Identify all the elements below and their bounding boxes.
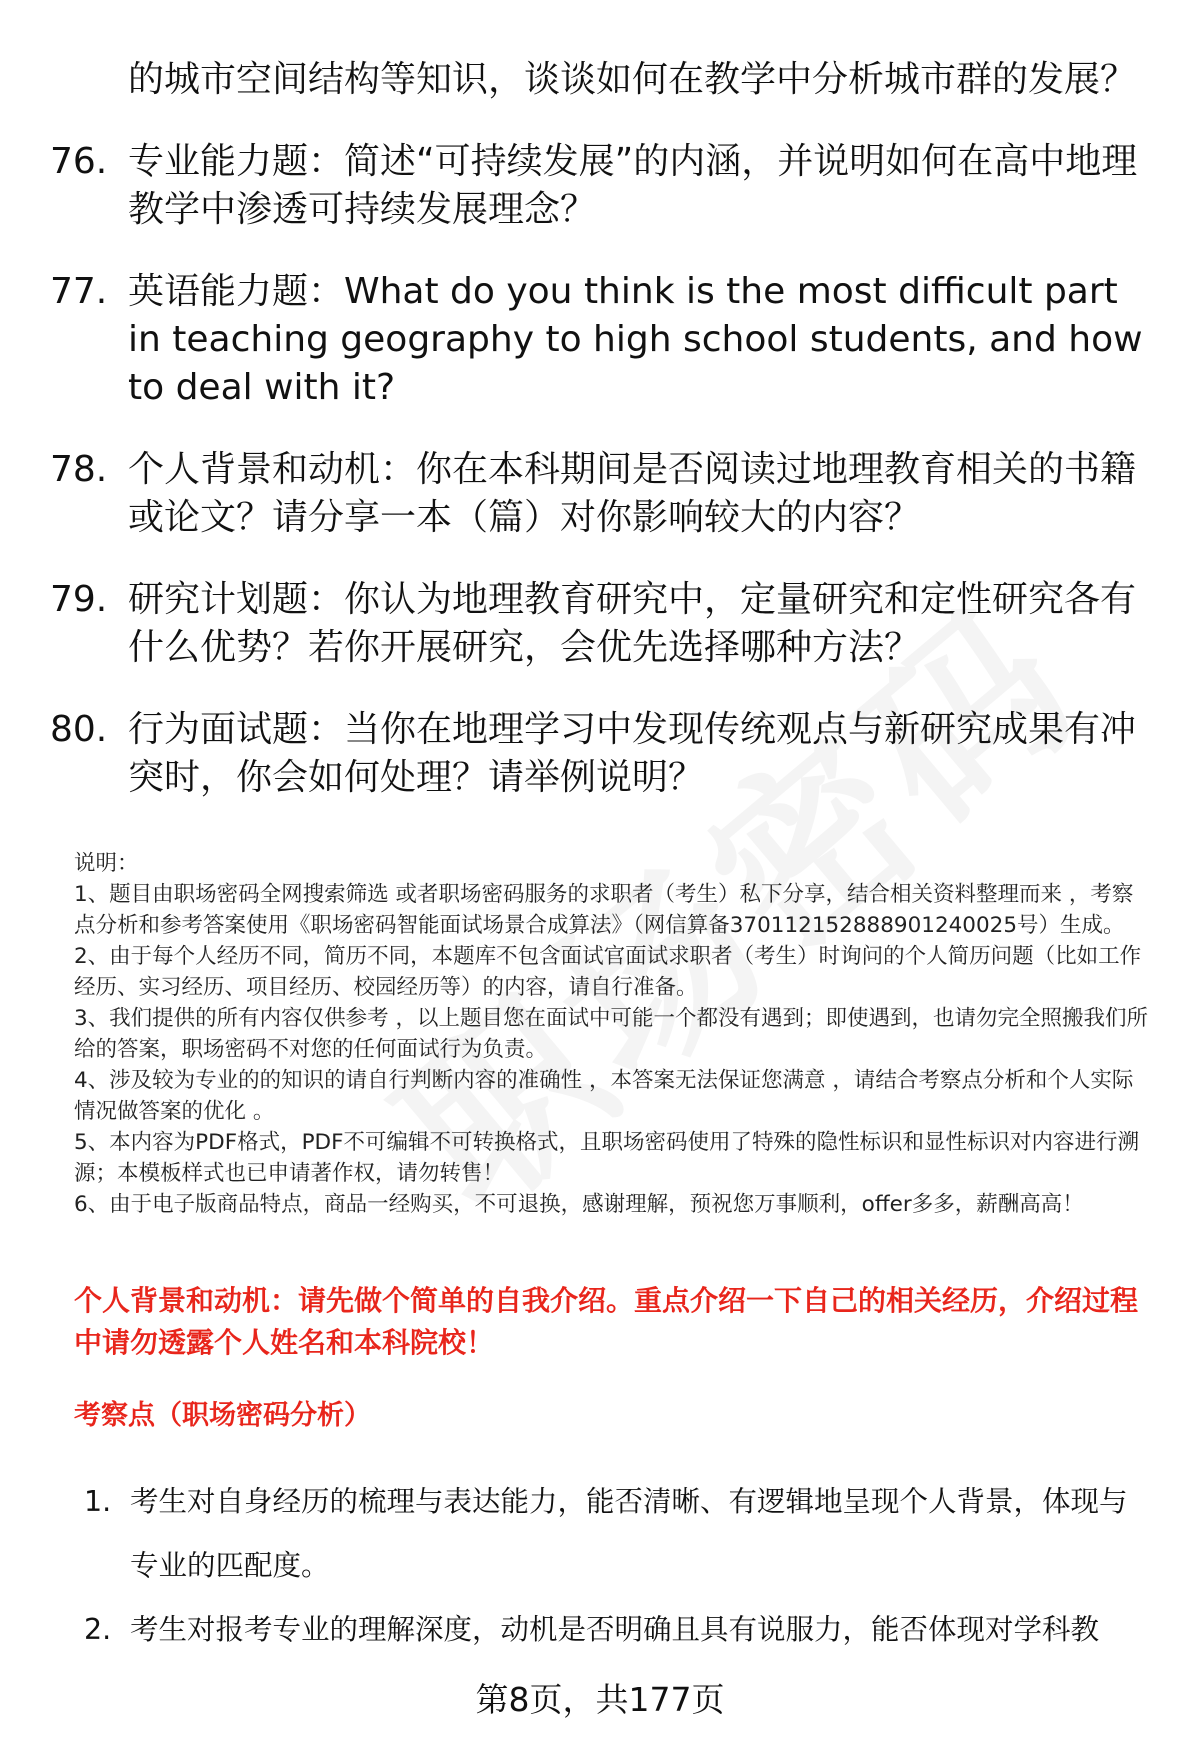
note-item: 2、由于每个人经历不同，简历不同，本题库不包含面试官面试求职者（考生）时询问的个人简历问题（比如工作经历、实习经历、项目经历、校园经历等）的内容，请自行准备。 bbox=[74, 944, 1142, 1000]
analysis-point-number: 1. bbox=[84, 1485, 112, 1518]
analysis-point bbox=[84, 1470, 1144, 1598]
question-list bbox=[50, 138, 1145, 836]
question-number: 80. bbox=[50, 709, 108, 750]
analysis-point-text: 考生对报考专业的理解深度，动机是否明确且具有说服力，能否体现对学科教 bbox=[130, 1613, 1100, 1646]
question-number: 79. bbox=[50, 579, 108, 620]
notes-section bbox=[74, 848, 1154, 1220]
page-footer: 第8页，共177页 bbox=[475, 1680, 725, 1719]
analysis-label: 考察点（职场密码分析） bbox=[74, 1400, 371, 1431]
question-continuation: 的城市空间结构等知识，谈谈如何在教学中分析城市群的发展？ bbox=[128, 59, 1137, 100]
note-item: 3、我们提供的所有内容仅供参考 ，以上题目您在面试中可能一个都没有遇到；即使遇到，也请勿完全照搬我们所给的答案，职场密码不对您的任何面试行为负责。 bbox=[74, 1006, 1149, 1062]
analysis-point bbox=[84, 1598, 1144, 1662]
question-item bbox=[50, 446, 1145, 542]
question-text: 英语能力题：What do you think is the most difficult part in teaching geography to high school students, and how to deal with it? bbox=[128, 271, 1143, 408]
question-item bbox=[50, 706, 1145, 802]
note-item: 6、由于电子版商品特点，商品一经购买，不可退换，感谢理解，预祝您万事顺利，offer多多，薪酬高高！ bbox=[74, 1192, 1084, 1217]
analysis-point-text: 考生对自身经历的梳理与表达能力，能否清晰、有逻辑地呈现个人背景，体现与专业的匹配度。 bbox=[130, 1485, 1128, 1582]
notes-title: 说明： bbox=[74, 851, 139, 876]
question-item bbox=[50, 138, 1145, 234]
analysis-point-list bbox=[84, 1470, 1144, 1662]
question-text: 研究计划题：你认为地理教育研究中，定量研究和定性研究各有什么优势？若你开展研究，会优先选择哪种方法？ bbox=[128, 579, 1137, 668]
analysis-point-number: 2. bbox=[84, 1613, 112, 1646]
question-number: 77. bbox=[50, 271, 108, 312]
question-number: 76. bbox=[50, 141, 108, 182]
question-text: 个人背景和动机：你在本科期间是否阅读过地理教育相关的书籍或论文？请分享一本（篇）对你影响较大的内容？ bbox=[128, 449, 1137, 538]
question-text: 专业能力题：简述“可持续发展”的内涵，并说明如何在高中地理教学中渗透可持续发展理念？ bbox=[128, 141, 1138, 230]
question-text: 行为面试题：当你在地理学习中发现传统观点与新研究成果有冲突时，你会如何处理？请举例说明？ bbox=[128, 709, 1137, 798]
note-item: 5、本内容为PDF格式，PDF不可编辑不可转换格式，且职场密码使用了特殊的隐性标识和显性标识对内容进行溯源；本模板样式也已申请著作权，请勿转售！ bbox=[74, 1130, 1139, 1186]
featured-question: 个人背景和动机：请先做个简单的自我介绍。重点介绍一下自己的相关经历，介绍过程中请勿透露个人姓名和本科院校！ bbox=[74, 1284, 1139, 1359]
note-item: 1、题目由职场密码全网搜索筛选 或者职场密码服务的求职者（考生）私下分享，结合相关资料整理而来 ，考察点分析和参考答案使用《职场密码智能面试场景合成算法》（网信算备370112152888901240025号）生成。 bbox=[74, 882, 1134, 938]
question-item bbox=[50, 576, 1145, 672]
question-number: 78. bbox=[50, 449, 108, 490]
note-item: 4、涉及较为专业的的知识的请自行判断内容的准确性 ，本答案无法保证您满意 ，请结合考察点分析和个人实际情况做答案的优化 。 bbox=[74, 1068, 1134, 1124]
question-item bbox=[50, 268, 1145, 412]
